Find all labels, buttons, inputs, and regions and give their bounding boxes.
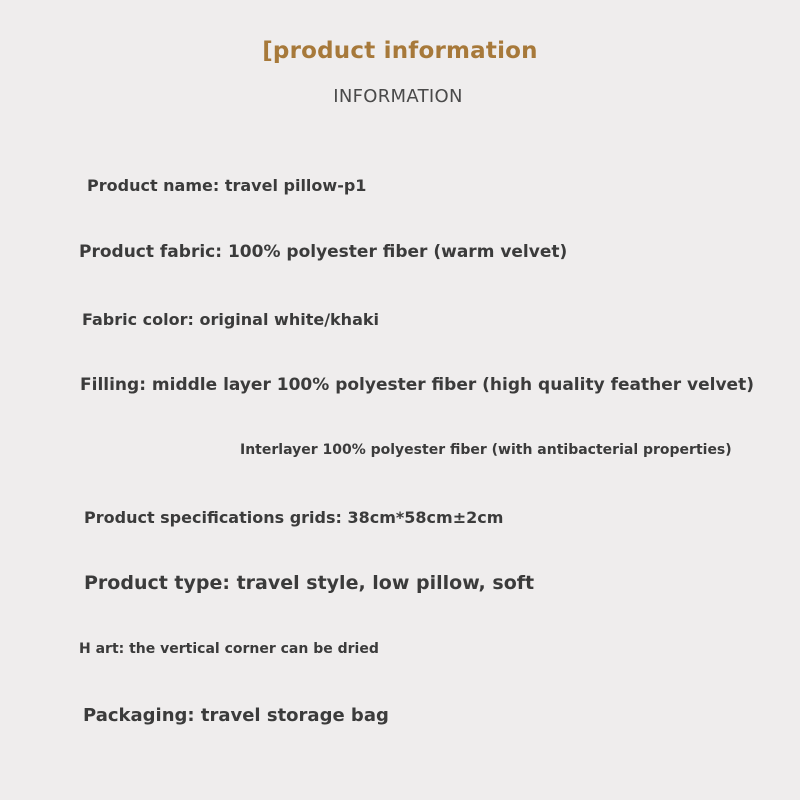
specifications-line: Product specifications grids: 38cm*58cm±2cm xyxy=(84,508,504,527)
packaging-line: Packaging: travel storage bag xyxy=(83,705,389,726)
filling-line: Filling: middle layer 100% polyester fiber (high quality feather velvet) xyxy=(80,375,754,395)
product-fabric-line: Product fabric: 100% polyester fiber (warm velvet) xyxy=(79,242,568,262)
product-type-line: Product type: travel style, low pillow, soft xyxy=(84,572,535,594)
fabric-color-line: Fabric color: original white/khaki xyxy=(82,310,379,329)
h-art-line: H art: the vertical corner can be dried xyxy=(79,641,379,657)
page-subtitle: INFORMATION xyxy=(333,86,463,107)
product-name-line: Product name: travel pillow-p1 xyxy=(87,176,367,195)
interlayer-line: Interlayer 100% polyester fiber (with antibacterial properties) xyxy=(240,442,732,458)
page-title: [product information xyxy=(262,38,538,64)
